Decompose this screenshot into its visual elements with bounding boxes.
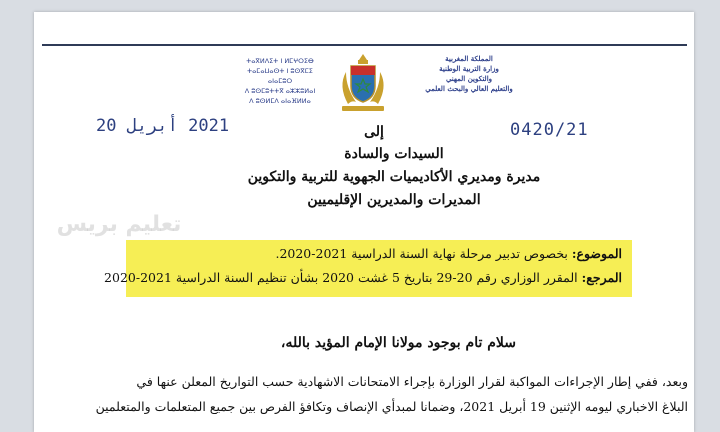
- reference-line: [104, 270, 622, 285]
- subject-line: [275, 246, 622, 261]
- salutation: سلام تام بوجود مولانا الإمام المؤيد بالله،: [280, 335, 516, 351]
- addressee-to: إلى: [364, 124, 384, 140]
- letter-page: [34, 12, 694, 432]
- royal-emblem-icon: [332, 52, 394, 114]
- amazigh-header: ⵜⴰⴳⵍⴷⵉⵜ ⵏ ⵍⵎⵖⵔⵉⴱ ⵜⴰⵎⴰⵡⴰⵙⵜ ⵏ ⵓⵙⴳⵎⵉ ⴰⵏⴰⵎⵓⵔ ⴷ ⵓⵙⵎⵓⵜⵜⴳ ⴰⵣⵣⵓⵍⴰⵏ ⴷ ⵓⵙⵍⵎⴷ ⴰⵏⴰⴼⵍⵍⴰ: [244, 57, 316, 105]
- reference-number-stamp: 0420/21: [510, 120, 589, 140]
- date-stamp: 2021 أبريل 20: [96, 116, 230, 136]
- subject-label: الموضوع:: [571, 246, 622, 261]
- addressee-line-2: مديرة ومديري الأكاديميات الجهوية للتربية والتكوين: [247, 169, 541, 185]
- addressee-line-3: المديرات والمديرين الإقليميين: [307, 192, 481, 208]
- header-rule: [42, 44, 687, 46]
- body-line-2: البلاغ الاخباري ليومه الإثنين 19 أبريل 2021، وضمانا لمبدأي الإنصاف وتكافؤ الفرص بين جميع المتعلمات والمتعلمين: [95, 399, 688, 414]
- reference-label: المرجع:: [581, 270, 622, 285]
- site-watermark: تعليم بريس: [56, 212, 182, 237]
- addressee-line-1: السيدات والسادة: [344, 146, 444, 162]
- body-line-1: وبعد، ففي إطار الإجراءات المواكبة لقرار الوزارة بإجراء الامتحانات الاشهادية حسب التواريخ المعلن عنها في: [136, 374, 688, 389]
- highlighted-subject-block: [104, 240, 632, 297]
- subject-text: بخصوص تدبير مرحلة نهاية السنة الدراسية 2021-2020.: [275, 246, 572, 261]
- reference-text: المقرر الوزاري رقم 20-29 بتاريخ 5 غشت 2020 بشأن تنظيم السنة الدراسية 2021-2020: [104, 270, 582, 285]
- arabic-header: المملكة المغربية وزارة التربية الوطنية والتكوين المهني والتعليم العالي والبحث العلمي: [425, 54, 513, 93]
